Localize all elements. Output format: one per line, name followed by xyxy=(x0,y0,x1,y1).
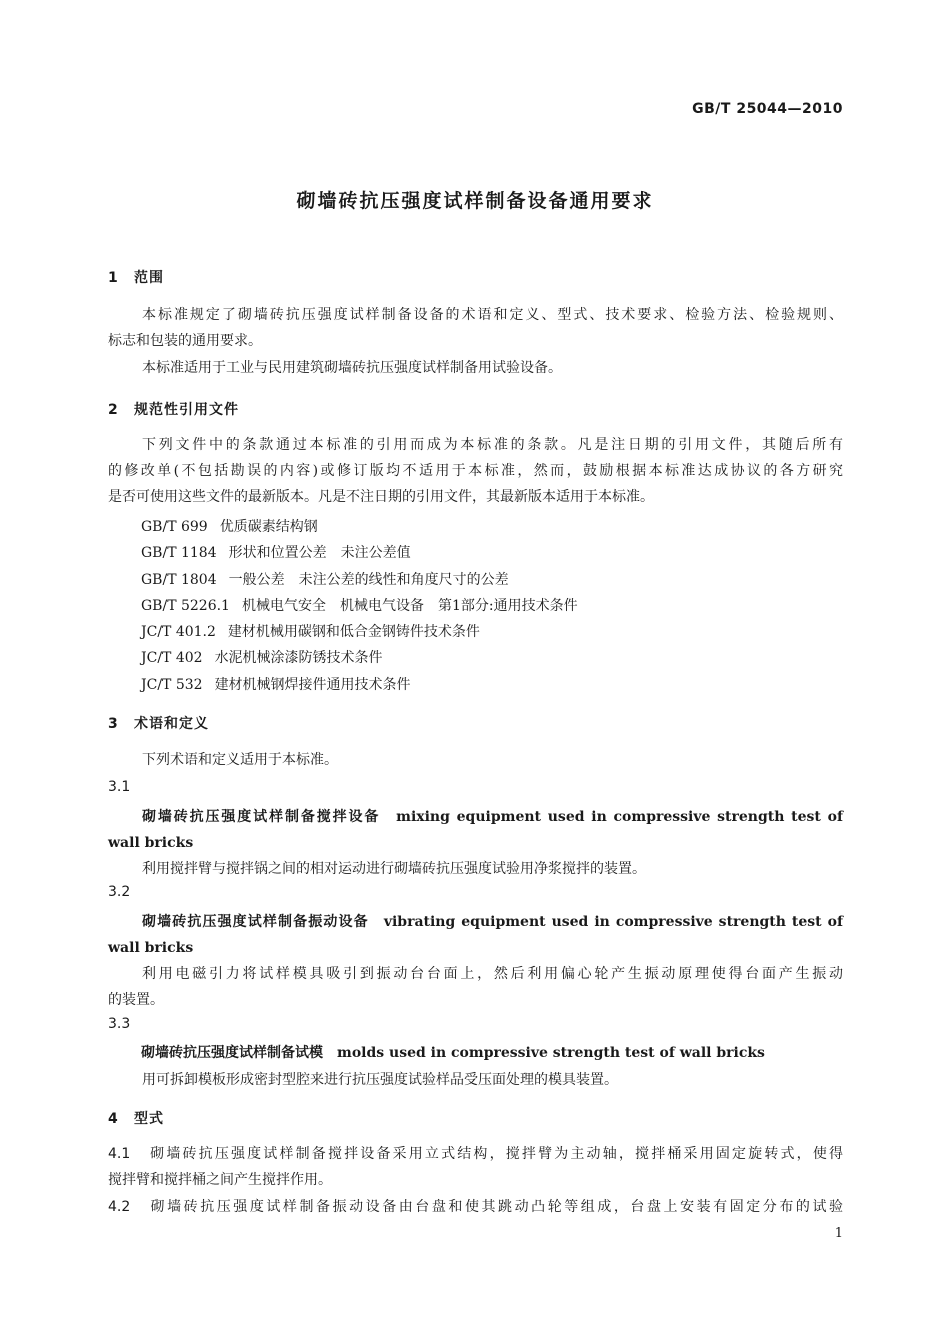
definition-3-2 xyxy=(108,961,843,1013)
section-number: 4 xyxy=(108,1111,119,1127)
paragraph-line xyxy=(108,1141,843,1167)
clause-text: 砌墙砖抗压强度试样制备振动设备由台盘和使其跳动凸轮等组成，台盘上安装有固定分布的试验 xyxy=(148,1199,843,1215)
reference-title: 形状和位置公差 未注公差值 xyxy=(228,545,411,561)
reference-code: JC/T 402 xyxy=(141,650,203,666)
reference-code: GB/T 1184 xyxy=(141,545,217,561)
reference-code: JC/T 401.2 xyxy=(141,624,216,640)
section-title: 范围 xyxy=(134,270,164,286)
term-line: 砌墙砖抗压强度试样制备搅拌设备 mixing equipment used in compressive strength test of xyxy=(142,809,843,825)
reference-code: GB/T 699 xyxy=(141,519,208,535)
term-3-1 xyxy=(108,804,843,856)
reference-item xyxy=(141,647,383,667)
term-3-3: 砌墙砖抗压强度试样制备试模 molds used in compressive strength test of wall bricks xyxy=(141,1045,765,1061)
section-2-heading xyxy=(108,399,239,419)
paragraph-line: 的修改单(不包括勘误的内容)或修订版均不适用于本标准，然而，鼓励根据本标准达成协议的各方研究 xyxy=(108,463,843,479)
reference-item xyxy=(141,621,480,641)
reference-title: 一般公差 未注公差的线性和角度尺寸的公差 xyxy=(228,572,509,588)
paragraph-line: 用可拆卸模板形成密封型腔来进行抗压强度试验样品受压面处理的模具装置。 xyxy=(142,1072,618,1088)
paragraph-line: 本标准适用于工业与民用建筑砌墙砖抗压强度试样制备用试验设备。 xyxy=(142,360,562,376)
reference-title: 建材机械钢焊接件通用技术条件 xyxy=(214,677,411,693)
paragraph-line xyxy=(108,1194,843,1220)
clause-number: 4.1 xyxy=(108,1146,131,1162)
page-number: 1 xyxy=(834,1226,843,1241)
term-3-2 xyxy=(108,909,843,961)
section-title: 型式 xyxy=(134,1111,164,1127)
paragraph-line: 利用搅拌臂与搅拌锅之间的相对运动进行砌墙砖抗压强度试验用净浆搅拌的装置。 xyxy=(142,861,646,877)
definition-3-1 xyxy=(108,856,843,882)
section-1-heading xyxy=(108,267,164,287)
paragraph-line: 搅拌臂和搅拌桶之间产生搅拌作用。 xyxy=(108,1172,332,1188)
paragraph-line: 本标准规定了砌墙砖抗压强度试样制备设备的术语和定义、型式、技术要求、检验方法、检验规则、 xyxy=(142,307,843,323)
definition-3-3 xyxy=(108,1067,843,1093)
term-line: 砌墙砖抗压强度试样制备振动设备 vibrating equipment used in compressive strength test of xyxy=(142,914,843,930)
section-title: 术语和定义 xyxy=(134,716,209,732)
section-1-paragraph-2 xyxy=(108,355,843,381)
standard-code: GB/T 25044—2010 xyxy=(692,101,843,117)
clause-4-2 xyxy=(108,1194,843,1220)
section-title: 规范性引用文件 xyxy=(134,402,239,418)
reference-code: GB/T 1804 xyxy=(141,572,217,588)
reference-item xyxy=(141,516,318,536)
term-line: wall bricks xyxy=(108,835,194,851)
paragraph-line: 的装置。 xyxy=(108,992,164,1008)
section-number: 2 xyxy=(108,402,119,418)
reference-item xyxy=(141,569,509,589)
reference-title: 机械电气安全 机械电气设备 第1部分:通用技术条件 xyxy=(241,598,578,614)
clause-text: 砌墙砖抗压强度试样制备搅拌设备采用立式结构，搅拌臂为主动轴，搅拌桶采用固定旋转式，使得 xyxy=(148,1146,843,1162)
document-title: 砌墙砖抗压强度试样制备设备通用要求 xyxy=(296,190,654,212)
reference-title: 建材机械用碳钢和低合金钢铸件技术条件 xyxy=(227,624,480,640)
reference-item xyxy=(141,595,578,615)
section-1-paragraph-1 xyxy=(108,302,843,354)
section-3-intro xyxy=(108,747,843,773)
term-line: wall bricks xyxy=(108,940,194,956)
paragraph-line: 标志和包装的通用要求。 xyxy=(108,333,262,349)
subclause-number: 3.3 xyxy=(108,1016,131,1032)
paragraph-line: 下列术语和定义适用于本标准。 xyxy=(142,752,338,768)
reference-code: JC/T 532 xyxy=(141,677,203,693)
subclause-number: 3.1 xyxy=(108,779,131,795)
paragraph-line: 是否可使用这些文件的最新版本。凡是不注日期的引用文件，其最新版本适用于本标准。 xyxy=(108,489,654,505)
section-number: 3 xyxy=(108,716,119,732)
paragraph-line: 下列文件中的条款通过本标准的引用而成为本标准的条款。凡是注日期的引用文件，其随后所有 xyxy=(142,437,843,453)
reference-code: GB/T 5226.1 xyxy=(141,598,230,614)
reference-item xyxy=(141,542,411,562)
section-3-heading xyxy=(108,713,209,733)
subclause-number: 3.2 xyxy=(108,884,131,900)
clause-number: 4.2 xyxy=(108,1199,131,1215)
reference-title: 优质碳素结构钢 xyxy=(219,519,318,535)
section-number: 1 xyxy=(108,270,119,286)
section-4-heading xyxy=(108,1108,164,1128)
clause-4-1 xyxy=(108,1141,843,1193)
reference-title: 水泥机械涂漆防锈技术条件 xyxy=(214,650,383,666)
paragraph-line: 利用电磁引力将试样模具吸引到振动台台面上，然后利用偏心轮产生振动原理使得台面产生振动 xyxy=(142,966,843,982)
reference-item xyxy=(141,674,411,694)
section-2-paragraph xyxy=(108,432,843,510)
